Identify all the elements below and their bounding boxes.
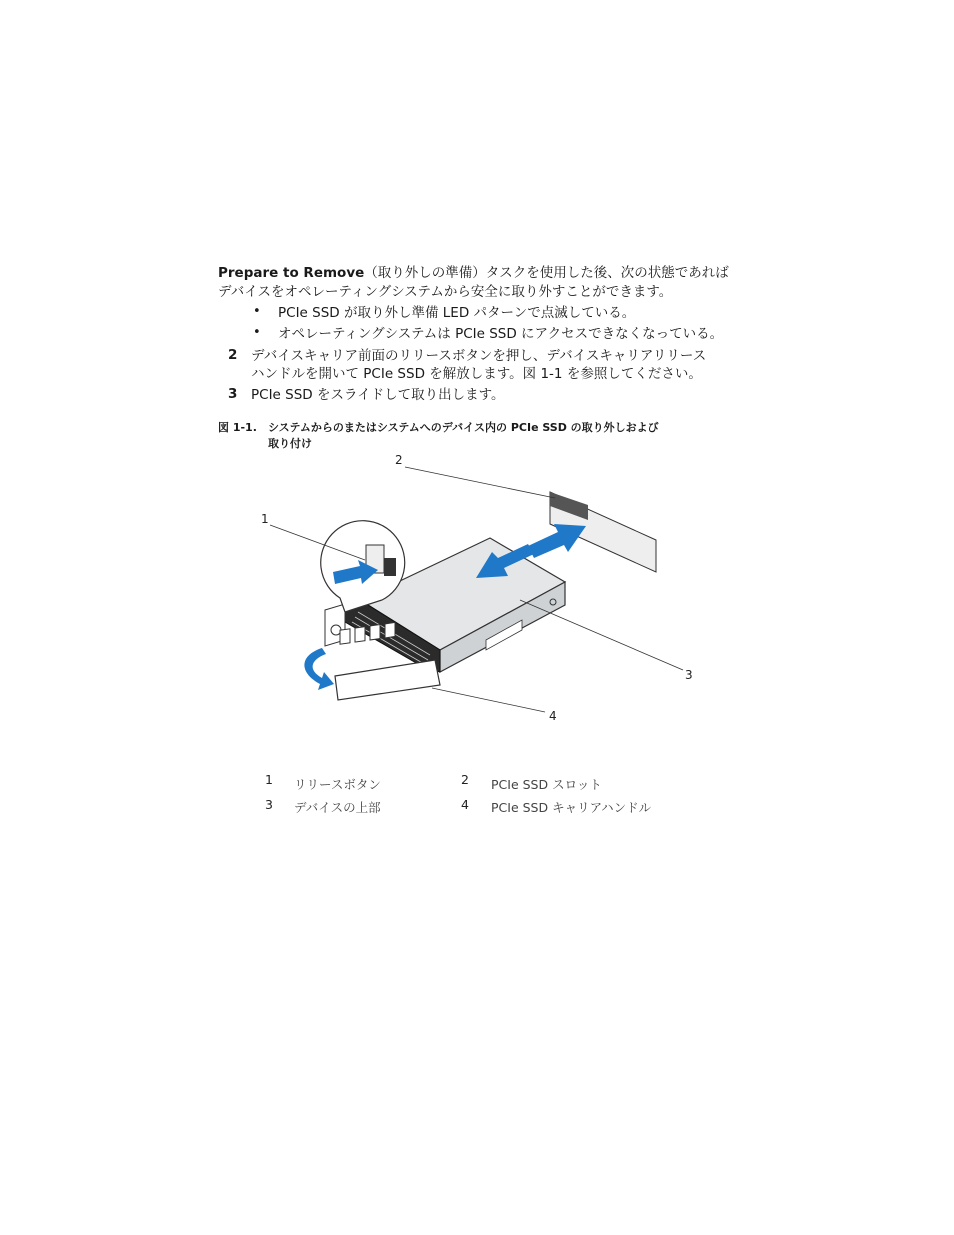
figure-title-line1: システムからのまたはシステムへのデバイス内の PCIe SSD の取り外しおよび [268, 421, 659, 434]
callout-2: 2 [395, 453, 403, 467]
legend-num: 3 [265, 797, 273, 812]
list-item [0, 325, 954, 344]
bullet-text: PCIe SSD が取り外し準備 LED パターンで点滅している。 [278, 305, 636, 321]
legend-text: デバイスの上部 [294, 800, 381, 815]
bullet-text: オペレーティングシステムは PCIe SSD にアクセスできなくなっている。 [278, 326, 724, 342]
callout-4: 4 [549, 709, 557, 723]
step-2 [0, 347, 954, 367]
step-3 [0, 386, 954, 406]
figure-title-line2: 取り付け [268, 437, 312, 450]
legend-num: 1 [265, 772, 273, 787]
figure-legend [0, 772, 954, 822]
step-text-line1: デバイスキャリア前面のリリースボタンを押し、デバイスキャリアリリース [251, 348, 707, 364]
bullet-symbol: • [253, 304, 261, 319]
legend-text: リリースボタン [294, 777, 381, 792]
legend-text: PCIe SSD キャリアハンドル [491, 800, 652, 815]
legend-num: 4 [461, 797, 469, 812]
list-item [0, 304, 954, 323]
legend-num: 2 [461, 772, 469, 787]
rotate-arrow-icon [304, 648, 334, 690]
bullet-list [0, 304, 954, 344]
ssd-removal-illustration [240, 450, 710, 730]
intro-bold-label: Prepare to Remove [218, 265, 365, 281]
figure-title [268, 420, 748, 452]
figure-number: 図 1-1. [218, 421, 257, 434]
insert-arrow-icon [528, 524, 586, 558]
callout-3: 3 [685, 668, 693, 682]
intro-line2: デバイスをオペレーティングシステムから安全に取り外すことができます。 [218, 284, 673, 300]
legend-text: PCIe SSD スロット [491, 777, 602, 792]
step-text-line2: ハンドルを開いて PCIe SSD を解放します。図 1-1 を参照してください。 [251, 366, 702, 382]
step-number: 3 [228, 386, 238, 402]
intro-line1: （取り外しの準備）タスクを使用した後、次の状態であれば [364, 265, 729, 281]
bullet-symbol: • [253, 325, 261, 340]
intro-paragraph [218, 264, 758, 302]
callout-1: 1 [261, 512, 269, 526]
step-number: 2 [228, 347, 238, 363]
step-text-line1: PCIe SSD をスライドして取り出します。 [251, 387, 505, 403]
